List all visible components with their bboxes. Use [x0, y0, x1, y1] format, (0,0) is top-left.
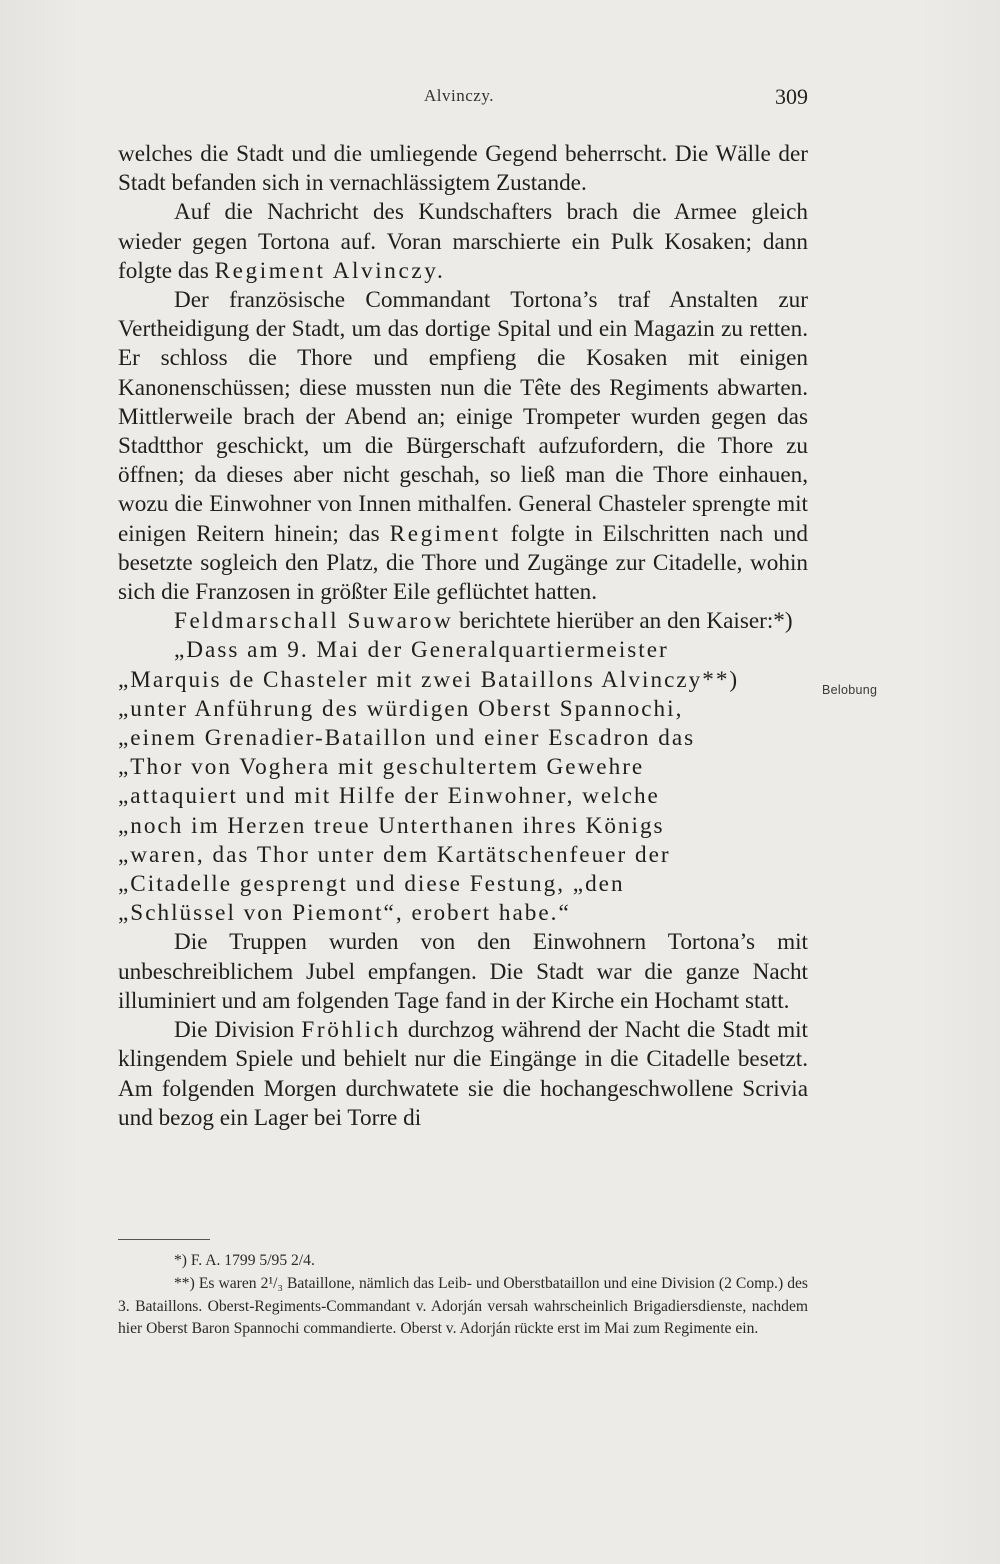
paragraph-4-text: berichtete hierüber an den Kaiser:*)	[453, 608, 793, 635]
paragraph-3	[118, 286, 808, 607]
quoted-report	[118, 636, 808, 928]
paragraph-1-text: welches die Stadt und die umliegende Gegend beherrscht. Die Wälle der Stadt befanden sich in vernachlässigtem Zustande.	[118, 141, 808, 197]
quote-line: „Marquis de Chasteler mit zwei Bataillons Alvinczy**)	[118, 666, 740, 693]
spaced-regiment: Regiment	[389, 520, 501, 547]
quote-line: „Dass am 9. Mai der Generalquartiermeister	[174, 637, 669, 664]
quote-line: „noch im Herzen treue Unterthanen ihres Königs	[118, 812, 665, 839]
paragraph-2	[118, 198, 808, 286]
running-head: Alvinczy.	[424, 86, 494, 105]
page-header	[118, 86, 808, 116]
paragraph-6-text-a: Die Division	[174, 1017, 302, 1044]
quote-line: „Citadelle gesprengt und diese Festung, „den	[118, 871, 625, 898]
body-text	[118, 140, 808, 1133]
quote-line: „unter Anführung des würdigen Oberst Spannochi,	[118, 695, 684, 722]
quote-line: „einem Grenadier-Bataillon und einer Escadron das	[118, 725, 696, 752]
quote-line: „attaquiert und mit Hilfe der Einwohner, welche	[118, 783, 660, 810]
quote-line: „Thor von Voghera mit geschultertem Gewehre	[118, 754, 645, 781]
footnotes	[118, 1250, 808, 1341]
margin-note: Belobung	[822, 683, 878, 697]
quote-line: „waren, das Thor unter dem Kartätschenfeuer der	[118, 841, 671, 868]
paragraph-6	[118, 1016, 808, 1133]
paragraph-5-text: Die Truppen wurden von den Einwohnern Tortona’s mit unbeschreiblichem Jubel empfangen. Die Stadt war die ganze Nacht illuminiert und am folgenden Tage fand in der Kirche ein Hochamt statt.	[118, 929, 808, 1014]
quote-line: „Schlüssel von Piemont“, erobert habe.“	[118, 900, 571, 927]
footnote-2: **) Es waren 2¹/₃ Bataillone, nämlich das Leib- und Oberstbataillon und eine Division (2 Comp.) des 3. Bataillons. Oberst-Regiments-Commandant v. Adorján versah wahrscheinlich Brigadiersdienste, nachdem hier Oberst Baron Spannochi commandierte. Oberst v. Adorján rückte erst im Mai zum Regimente ein.	[118, 1274, 808, 1338]
paragraph-3-text-b: folgte in Eilschritten nach und besetzte sogleich den Platz, die Thore und Zugänge zur Citadelle, wohin sich die Franzosen in größter Eile geflüchtet hatten.	[118, 520, 808, 606]
spaced-regiment-alvinczy: Regiment Alvinczy.	[214, 257, 446, 284]
spaced-froehlich: Fröhlich	[301, 1017, 401, 1044]
footnote-divider	[118, 1239, 210, 1240]
paragraph-6-text-b: durchzog während der Nacht die Stadt mit klingendem Spiele und behielt nur die Eingänge in die Citadelle besetzt. Am folgenden Morgen durchwatete sie die hochangeschwollene Scrivia und bezog ein Lager bei Torre di	[118, 1017, 808, 1131]
paragraph-5	[118, 928, 808, 1016]
paragraph-3-text-a: Der französische Commandant Tortona’s traf Anstalten zur Vertheidigung der Stadt, um das dortige Spital und ein Magazin zu retten. Er schloss die Thore und empfieng die Kosaken mit einigen Kanonenschüssen; diese mussten nun die Tête des Regiments abwarten. Mittlerweile brach der Abend an; einige Trompeter wurden gegen das Stadtthor geschickt, um die Bürgerschaft aufzufordern, die Thore zu öffnen; da dieses aber nicht geschah, so ließ man die Thore einhauen, wozu die Einwohner von Innen mithalfen. General Chasteler sprengte mit einigen Reitern hinein; das	[118, 287, 808, 547]
footnote-1: *) F. A. 1799 5/95 2/4.	[174, 1252, 315, 1269]
paragraph-4	[118, 607, 808, 636]
spaced-feldmarschall-suwarow: Feldmarschall Suwarow	[174, 608, 454, 635]
page-number: 309	[775, 84, 808, 109]
paragraph-2-text: Auf die Nachricht des Kundschafters brach die Armee gleich wieder gegen Tortona auf. Voran marschierte ein Pulk Kosaken; dann folgte das	[118, 199, 808, 284]
paragraph-1	[118, 140, 808, 198]
